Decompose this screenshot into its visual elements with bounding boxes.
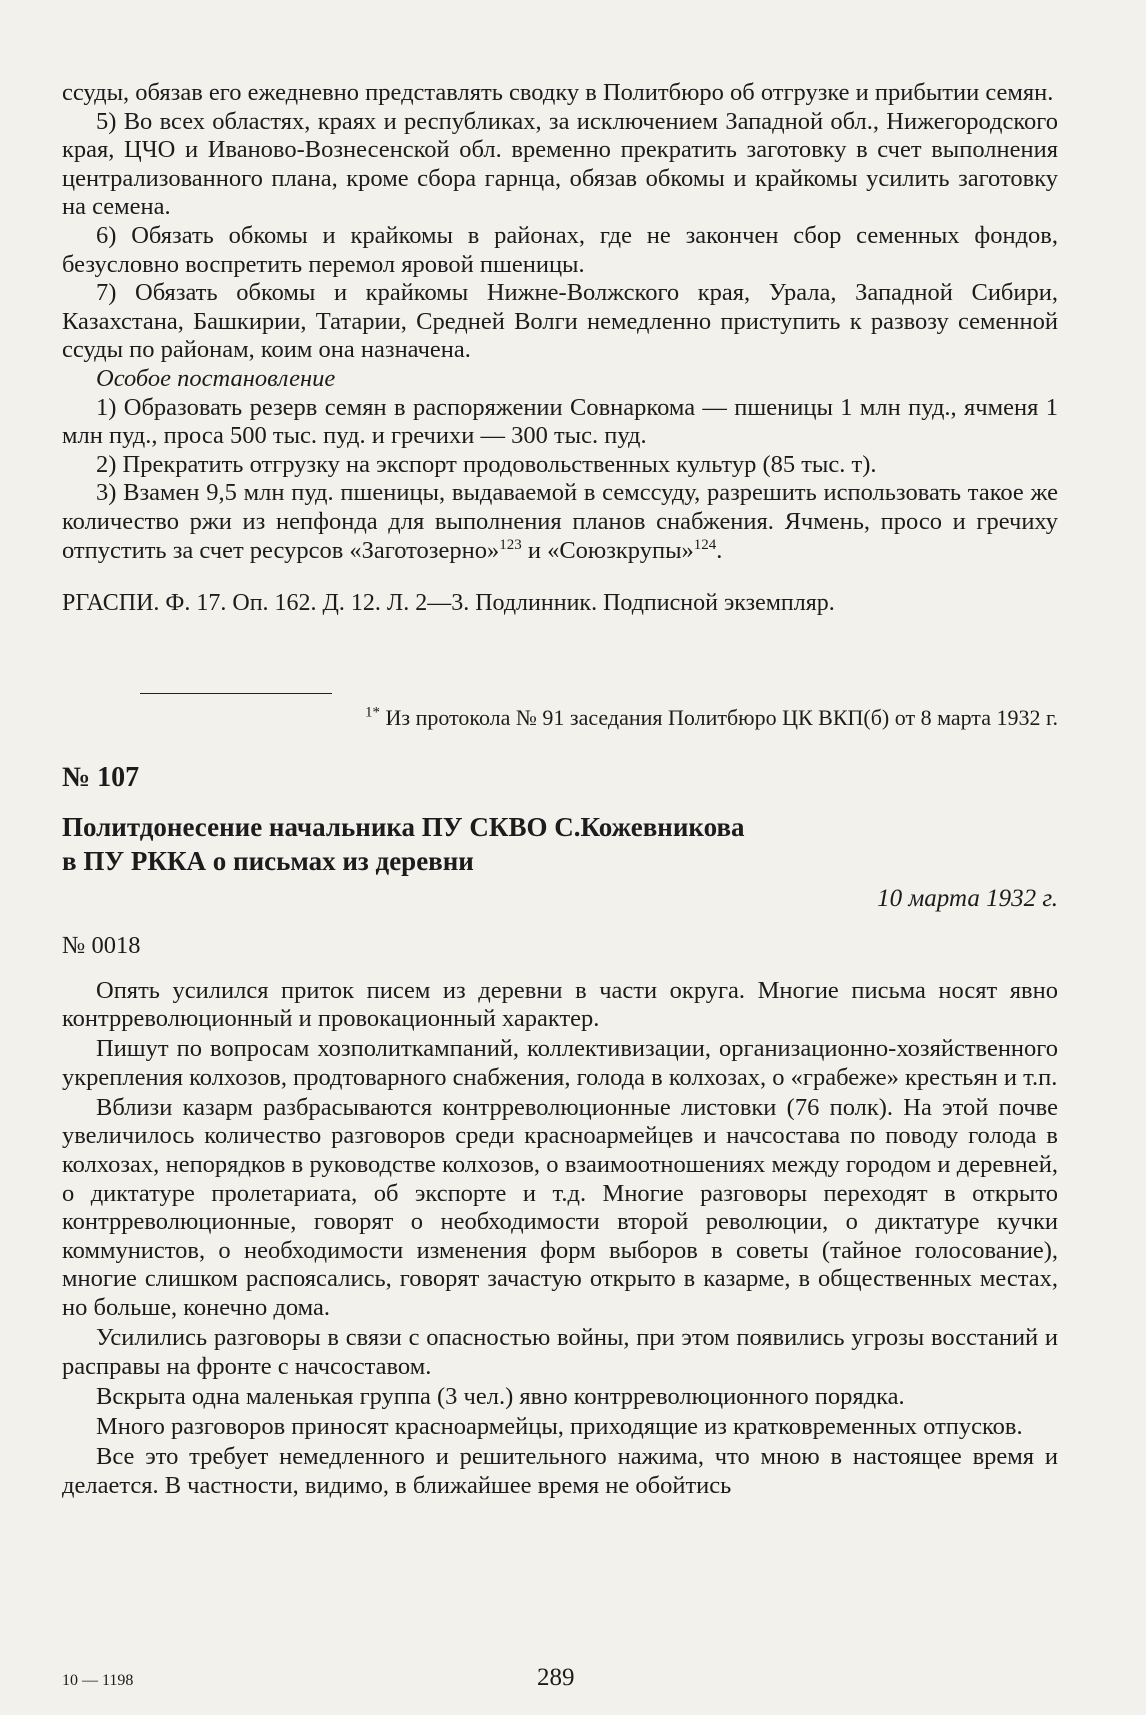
paragraph: Вскрыта одна маленькая группа (3 чел.) явно контрреволюционного порядка.: [96, 1382, 905, 1410]
paragraph: 5) Во всех областях, краях и республиках, за исключением Западной обл., Нижегородского края, ЦЧО и Иваново-Вознесенской обл. временно прекратить заготовку в счет выполнения централизованного плана, кроме сбора гарнца, обязав обкомы и крайкомы усилить заготовку на семена.: [62, 107, 1058, 221]
footnote: [62, 704, 1058, 732]
previous-document-text: [62, 79, 1058, 618]
page-number: 289: [537, 1664, 575, 1691]
document-date: 10 марта 1932 г.: [877, 885, 1058, 912]
archive-source: РГАСПИ. Ф. 17. Оп. 162. Д. 12. Л. 2—3. Подлинник. Подписной экземпляр.: [62, 590, 835, 617]
reference-number: № 0018: [62, 932, 141, 959]
endnote-ref: 123: [499, 536, 522, 553]
title-line: в ПУ РККА о письмах из деревни: [62, 846, 474, 876]
paragraph: 1) Образовать резерв семян в распоряжении Совнаркома — пшеницы 1 млн пуд., ячменя 1 млн пуд., проса 500 тыс. пуд. и гречихи — 300 тыс. пуд.: [62, 393, 1058, 450]
paragraph: 7) Обязать обкомы и крайкомы Нижне-Волжского края, Урала, Западной Сибири, Казахстана, Башкирии, Татарии, Средней Волги немедленно приступить к развозу семенной ссуды по районам, коим она назначена.: [62, 279, 1058, 364]
special-resolution-heading: Особое постановление: [96, 364, 336, 392]
paragraph: Опять усилился приток писем из деревни в части округа. Многие письма носят явно контрреволюционный и провокационный характер.: [62, 976, 1058, 1033]
title-line: Политдонесение начальника ПУ СКВО С.Кожевникова: [62, 812, 745, 842]
signature-mark: 10 — 1198: [62, 1672, 134, 1689]
paragraph: Все это требует немедленного и решительного нажима, что мною в настоящее время и делается. В частности, видимо, в ближайшее время не обойтись: [62, 1443, 1058, 1499]
item-text: 3) Взамен 9,5 млн пуд. пшеницы, выдаваемой в семссуду, разрешить использовать такое же количество ржи из непфонда для выполнения планов снабжения. Ячмень, просо и гречиху отпустить за счет ресурсов «Заготозерно»: [62, 479, 1058, 564]
document-number: № 107: [62, 762, 140, 793]
footnote-divider: [140, 693, 332, 694]
paragraph: 2) Прекратить отгрузку на экспорт продовольственных культур (85 тыс. т).: [96, 450, 877, 478]
item-text: .: [716, 536, 723, 564]
item-text: и «Союзкрупы»: [521, 536, 694, 564]
paragraph: ссуды, обязав его ежедневно представлять сводку в Политбюро об отгрузке и прибытии семян.: [62, 79, 1054, 106]
paragraph: 6) Обязать обкомы и крайкомы в районах, где не закончен сбор семенных фондов, безусловно воспретить перемол яровой пшеницы.: [62, 221, 1058, 278]
footnote-mark: 1*: [365, 704, 381, 721]
paragraph: [62, 479, 1058, 565]
paragraph: Много разговоров приносят красноармейцы, приходящие из кратковременных отпусков.: [96, 1412, 1023, 1440]
paragraph: Вблизи казарм разбрасываются контрреволюционные листовки (76 полк). На этой почве увеличилось количество разговоров среди красноармейцев и начсостава по поводу голода в колхозах, непорядков в руководстве колхозов, о взаимоотношениях между городом и деревней, о диктатуре пролетариата, об экспорте и т.д. Многие разговоры переходят в открыто контрреволюционные, говорят о необходимости второй революции, о диктатуре кучки коммунистов, о необходимости изменения форм выборов в советы (тайное голосование), многие слишком распоясались, говорят зачастую открыто в казарме, в общественных местах, но больше, конечно дома.: [62, 1093, 1058, 1322]
paragraph: Усилились разговоры в связи с опасностью войны, при этом появились угрозы восстаний и расправы на фронте с начсоставом.: [62, 1324, 1058, 1380]
document-body: [62, 975, 1058, 1500]
endnote-ref: 124: [693, 536, 717, 553]
footnote-text: Из протокола № 91 заседания Политбюро ЦК ВКП(б) от 8 марта 1932 г.: [380, 705, 1058, 730]
document-title: [62, 810, 745, 878]
paragraph: Пишут по вопросам хозполиткампаний, коллективизации, организационно-хозяйственного укрепления колхозов, продтоварного снабжения, голода в колхозах, о «грабеже» крестьян и т.п.: [62, 1035, 1058, 1091]
